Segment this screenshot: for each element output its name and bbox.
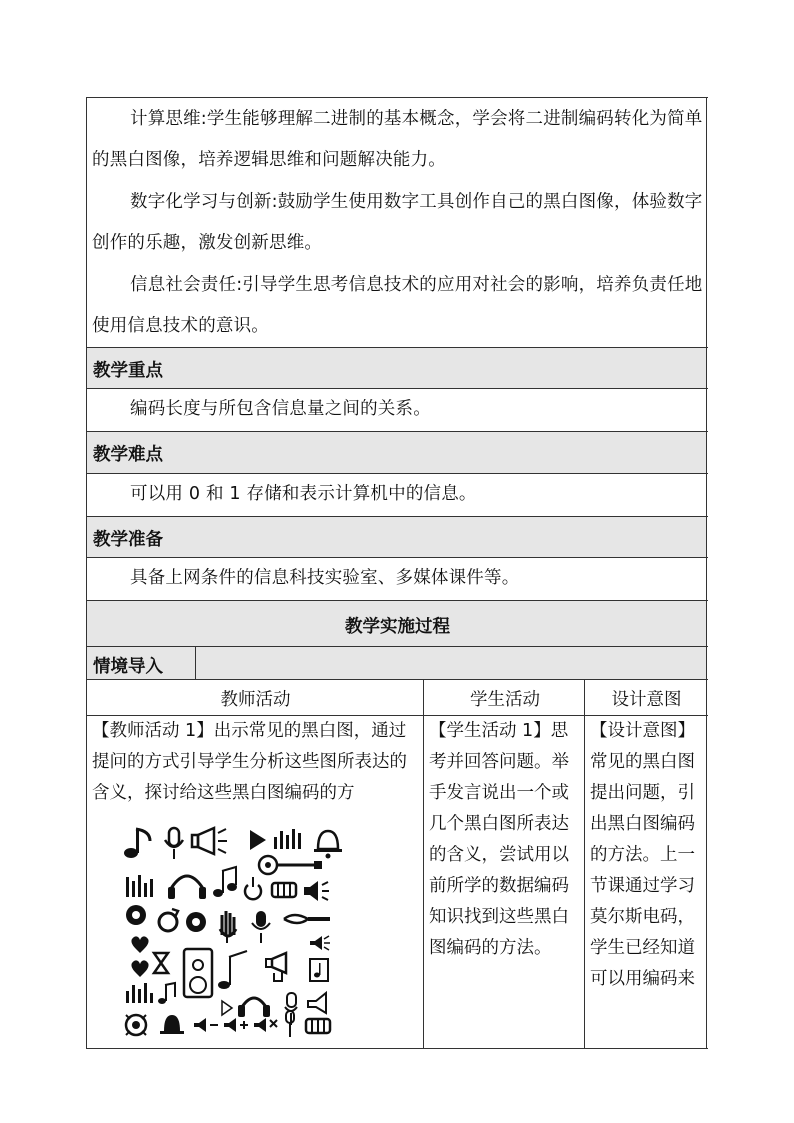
difficult-point-header [86,432,707,473]
column-header-teacher: 教师活动 [220,690,291,710]
key-point-title: 教学重点 [93,361,163,381]
column-header-row [86,680,707,715]
microphone-icon [284,915,330,923]
equalizer-icon [126,983,153,1003]
volume-bars-icon [126,875,153,897]
loudspeaker-icon [184,949,212,997]
preparation-title: 教学准备 [93,530,163,550]
music-note-icon [213,867,237,897]
volume-down-icon [310,936,330,950]
refresh-icon [159,909,178,931]
music-note-icon [310,959,328,981]
difficult-point-text: 可以用 0 和 1 存储和表示计算机中的信息。 [130,484,477,504]
piano-icon [272,883,296,897]
bell-icon [160,1015,184,1034]
column-header-student: 学生活动 [470,690,540,710]
play-icon [250,830,266,850]
objective-social-responsibility [92,265,704,347]
microphone-icon [252,911,270,943]
microphone-icon [165,828,183,859]
speaker-icon [126,905,146,925]
objective-label: 信息社会责任: [130,275,243,295]
music-note-icon [124,829,150,858]
stage-divider [195,647,196,679]
volume-down-icon [194,1018,218,1032]
table-bottom-border [86,1048,708,1049]
objective-text: 学生能够理解二进制的基本概念，学会将二进制编码转化为简单的黑白图像，培养逻辑思维和问题解决能力。 [92,109,703,170]
music-note-icon [158,983,175,1004]
bell-icon [314,831,342,859]
objective-label: 数字化学习与创新: [130,192,278,212]
design-intent-text: 【设计意图】常见的黑白图提出问题，引出黑白图编码的方法。上一节课通过学习莫尔斯电码，学生已经知道可以用编码来 [590,721,695,989]
difficult-point-title: 教学难点 [93,445,163,465]
objective-text: 引导学生思考信息技术的应用对社会的影响，培养负责任地使用信息技术的意识。 [92,275,703,336]
process-title: 教学实施过程 [345,617,450,637]
table-top-border [86,97,708,98]
megaphone-icon [266,953,286,981]
objective-computational-thinking [92,99,704,181]
black-white-icon-sheet [122,825,342,1040]
column-divider [584,680,585,1049]
column-header-intent: 设计意图 [611,690,682,710]
music-note-icon [218,951,247,989]
objective-label: 计算思维: [130,109,207,129]
heart-icon [131,960,148,977]
key-point-header [86,348,707,388]
megaphone-icon [192,828,227,854]
refresh-icon [186,912,206,932]
power-icon [245,877,261,899]
hand-icon [220,911,236,943]
mute-icon [254,1018,277,1032]
headphones-icon [238,998,270,1017]
objective-text: 鼓励学生使用数字工具创作自己的黑白图像，体验数字创作的乐趣，激发创新思维。 [92,192,703,253]
guitar-icon [259,856,322,874]
preparation-text: 具备上网条件的信息科技实验室、多媒体课件等。 [130,568,520,588]
headphones-icon [168,876,206,899]
preparation-header [86,517,707,557]
speaker-icon [304,881,329,901]
difficult-point-cell [86,474,707,516]
student-activity-text: 【学生活动 1】思考并回答问题。举手发言说出一个或几个黑白图所表达的含义，尝试用以前所学的数据编码知识找到这些黑白图编码的方法。 [429,721,569,958]
teacher-activity-text: 【教师活动 1】出示常见的黑白图，通过提问的方式引导学生分析这些图所表达的含义，探讨给这些黑白图编码的方 [92,721,407,803]
stage-header [86,647,707,679]
piano-icon [306,1019,330,1033]
key-point-text: 编码长度与所包含信息量之间的关系。 [130,399,431,419]
key-point-cell [86,389,707,431]
volume-up-icon [224,1018,248,1032]
stage-title: 情境导入 [93,657,163,677]
process-header [86,601,707,646]
objective-digital-learning [92,182,704,264]
megaphone-icon [308,993,326,1013]
equalizer-icon [274,829,301,849]
preparation-cell [86,558,707,600]
play-icon [222,1001,232,1015]
hourglass-icon [154,953,168,973]
heart-icon [131,936,148,953]
speaker-icon [126,1015,146,1035]
column-divider [423,680,424,1049]
